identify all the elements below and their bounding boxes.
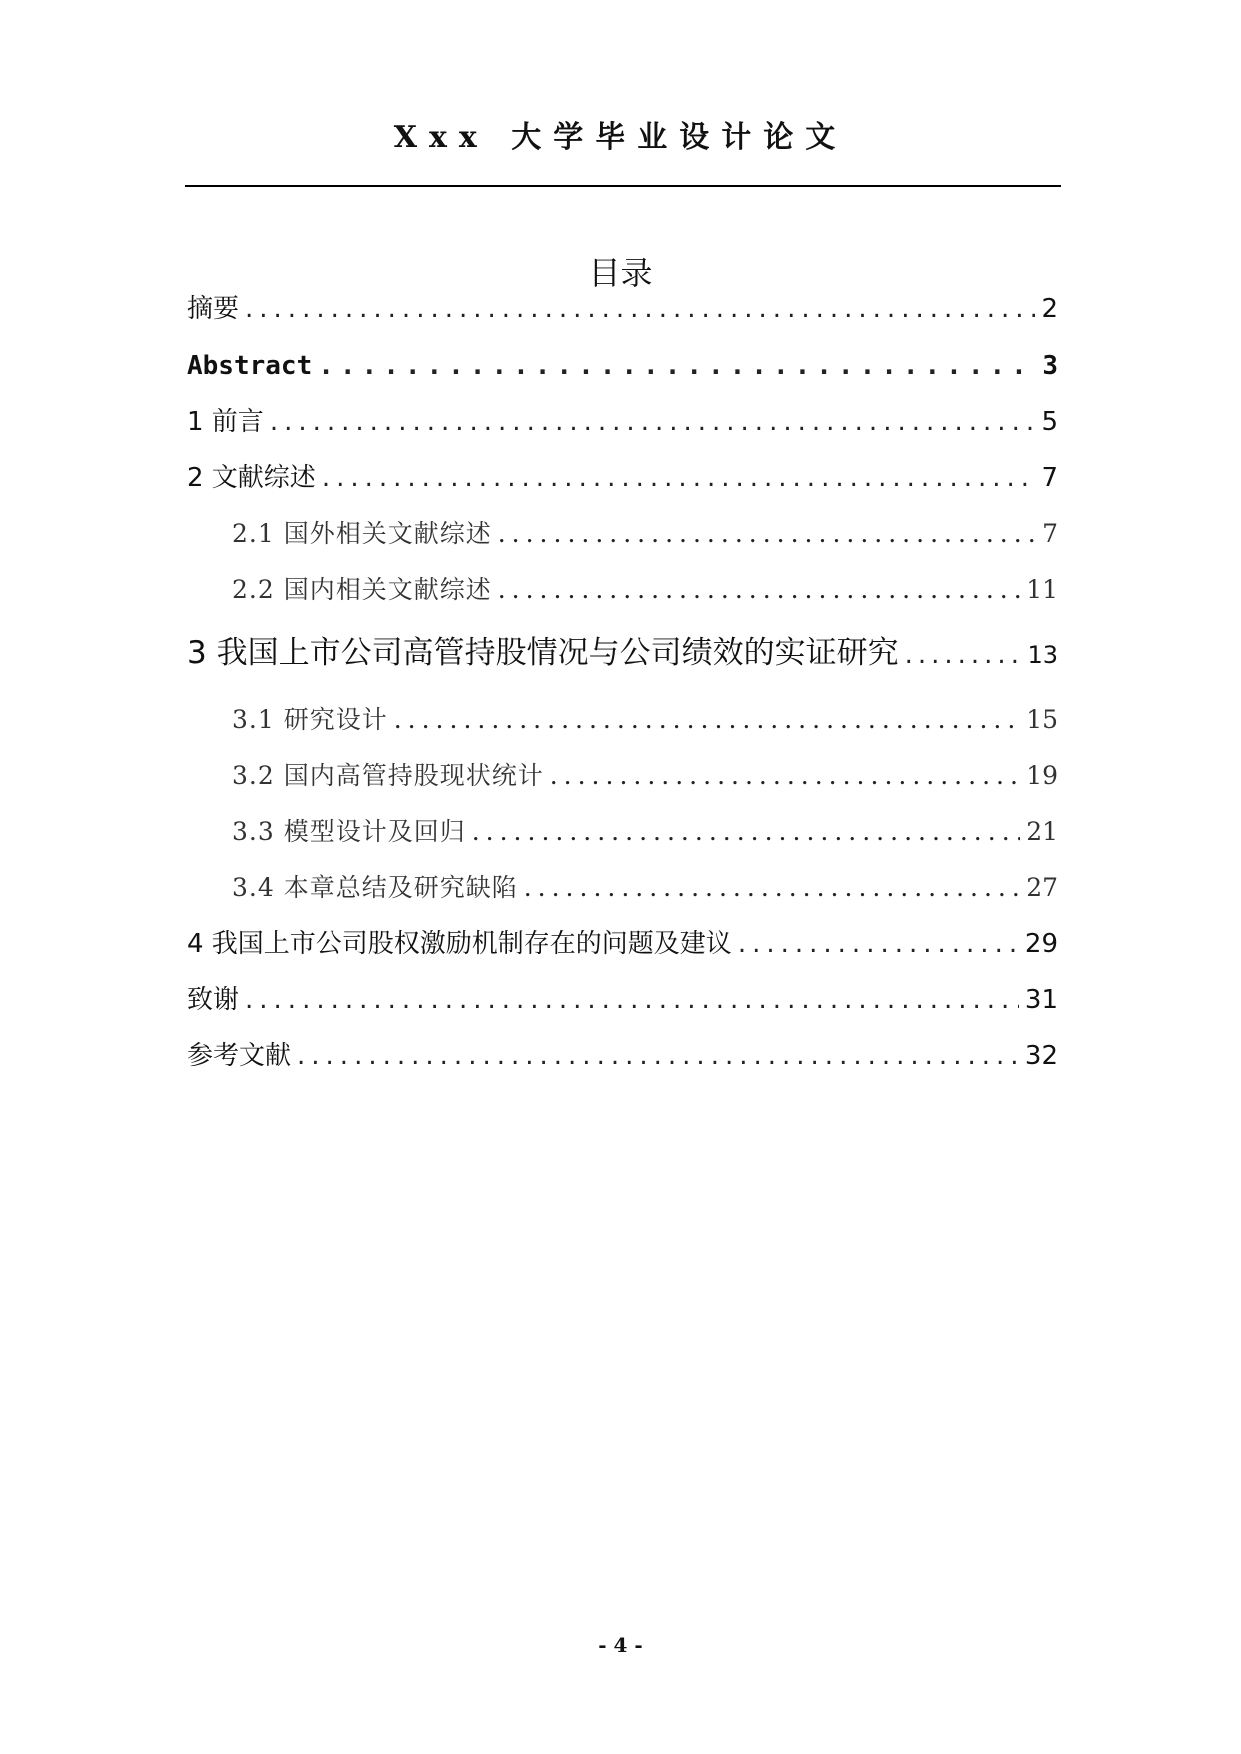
toc-entry-page: 31 <box>1024 985 1058 1015</box>
toc-entry-label: Abstract <box>187 351 313 381</box>
toc-entry-page: 27 <box>1026 873 1058 902</box>
toc-dot-leader <box>738 927 1019 961</box>
toc-entry-chapter-1 <box>187 405 1058 439</box>
toc-entry-label: 2.1 国外相关文献综述 <box>232 519 492 548</box>
toc-dot-leader <box>394 703 1020 737</box>
toc-entry-label: 参考文献 <box>187 1041 292 1071</box>
toc-dot-leader <box>318 349 1036 383</box>
toc-dot-leader <box>524 871 1020 905</box>
toc-entry-label: 3 我国上市公司高管持股情况与公司绩效的实证研究 <box>187 636 899 671</box>
toc-entry-page: 11 <box>1026 575 1058 604</box>
toc-entry-label: 3.1 研究设计 <box>232 705 388 734</box>
toc-entry-references <box>187 1039 1058 1073</box>
toc-entry-section-3-4 <box>232 871 1058 905</box>
toc-entry-section-3-3 <box>232 815 1058 849</box>
toc-entry-abstract-en <box>187 349 1058 383</box>
toc-entry-page: 7 <box>1041 463 1058 493</box>
toc-dot-leader <box>472 815 1020 849</box>
toc-entry-label: 2 文献综述 <box>187 463 316 493</box>
toc-dot-leader <box>245 983 1019 1017</box>
page-number: - 4 - <box>598 1633 643 1657</box>
toc-title: 目录 <box>588 254 653 292</box>
toc-dot-leader <box>245 292 1035 326</box>
toc-entry-label: 3.4 本章总结及研究缺陷 <box>232 873 518 902</box>
toc-entry-chapter-3 <box>187 636 1058 672</box>
toc-entry-section-2-2 <box>232 573 1058 607</box>
toc-entry-label: 1 前言 <box>187 407 264 437</box>
toc-entry-acknowledgements <box>187 983 1058 1017</box>
toc-dot-leader <box>297 1039 1019 1073</box>
toc-dot-leader <box>322 461 1036 495</box>
toc-entry-label: 2.2 国内相关文献综述 <box>232 575 492 604</box>
toc-entry-page: 3 <box>1042 351 1058 381</box>
toc-entry-page: 5 <box>1041 407 1058 437</box>
toc-dot-leader <box>270 405 1036 439</box>
toc-entry-page: 2 <box>1041 294 1058 324</box>
toc-entry-page: 32 <box>1024 1041 1058 1071</box>
toc-dot-leader <box>550 759 1020 793</box>
toc-entry-chapter-4 <box>187 927 1058 961</box>
toc-entry-section-3-2 <box>232 759 1058 793</box>
toc-entry-label: 3.3 模型设计及回归 <box>232 817 466 846</box>
toc-entry-page: 13 <box>1027 641 1058 669</box>
toc-entry-abstract-cn <box>187 292 1058 326</box>
toc-entry-label: 3.2 国内高管持股现状统计 <box>232 761 544 790</box>
toc-entry-page: 15 <box>1026 705 1058 734</box>
toc-entry-section-2-1 <box>232 517 1058 551</box>
toc-entry-page: 7 <box>1042 519 1058 548</box>
toc-entry-page: 19 <box>1026 761 1058 790</box>
toc-entry-chapter-2 <box>187 461 1058 495</box>
thesis-header-title: Xxx 大学毕业设计论文 <box>393 120 848 155</box>
toc-entry-page: 21 <box>1026 817 1058 846</box>
toc-entry-label: 摘要 <box>187 294 240 324</box>
toc-entry-label: 致谢 <box>187 985 240 1015</box>
toc-entry-section-3-1 <box>232 703 1058 737</box>
toc-dot-leader <box>498 517 1036 551</box>
toc-entry-label: 4 我国上市公司股权激励机制存在的问题及建议 <box>187 929 732 959</box>
toc-dot-leader <box>498 573 1020 607</box>
toc-dot-leader <box>905 638 1022 672</box>
toc-entry-page: 29 <box>1024 929 1058 959</box>
